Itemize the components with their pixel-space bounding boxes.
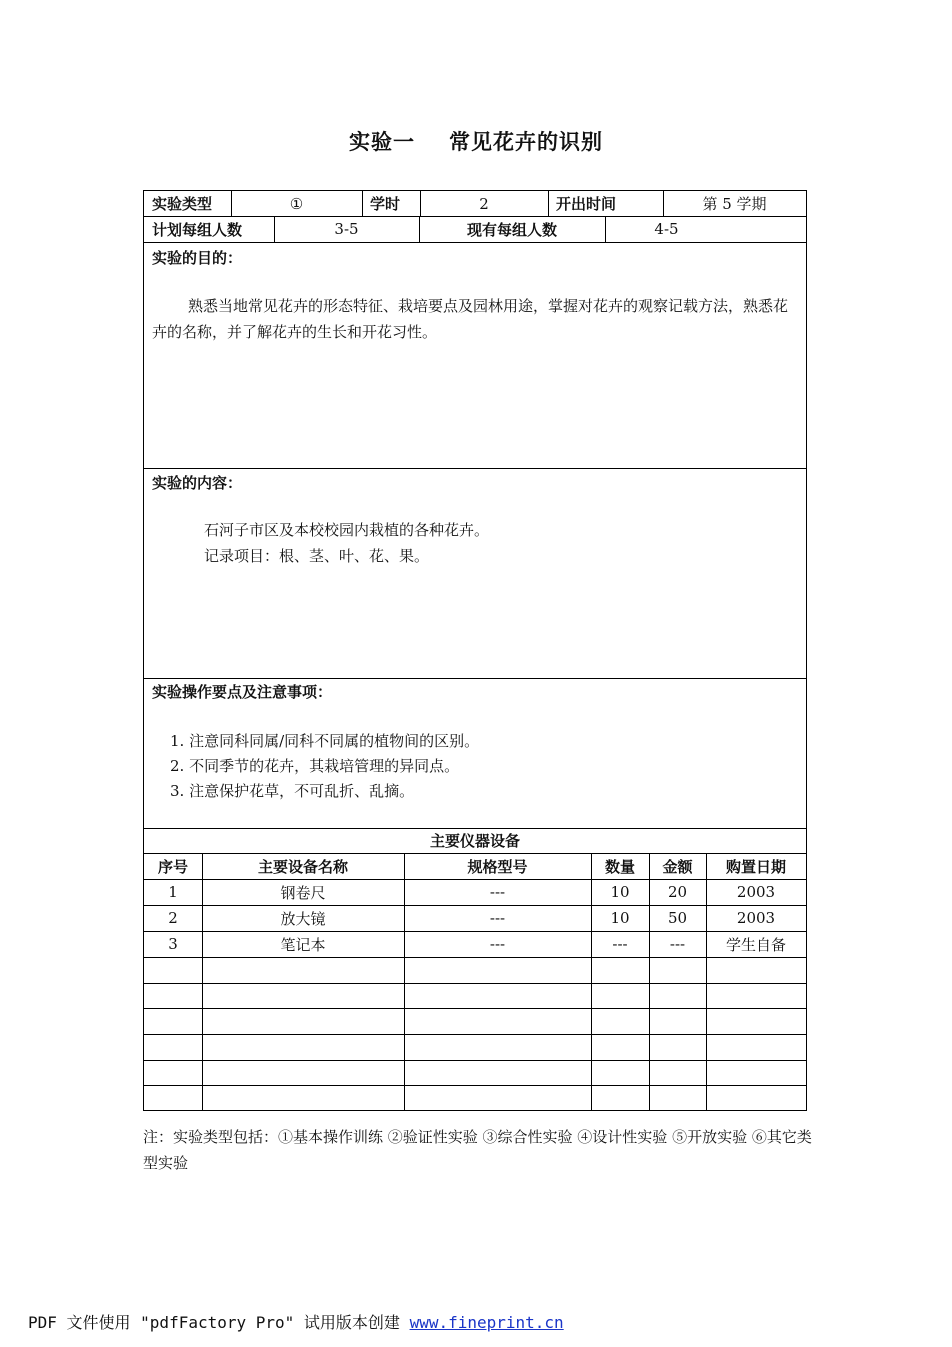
col-header-index: 序号 xyxy=(157,857,188,876)
row2-spec: --- xyxy=(489,909,506,927)
col-header-name: 主要设备名称 xyxy=(257,857,348,876)
current-group-size-label: 现有每组人数 xyxy=(466,220,557,239)
row3-spec: --- xyxy=(489,935,506,953)
current-group-size-value: 4-5 xyxy=(654,220,679,238)
row2-name: 放大镜 xyxy=(280,909,326,928)
row3-purchase-date: 学生自备 xyxy=(725,935,786,954)
col-header-spec: 规格型号 xyxy=(467,857,528,876)
row3-name: 笔记本 xyxy=(280,935,326,954)
footnote: 注：实验类型包括：①基本操作训练 ②验证性实验 ③综合性实验 ④设计性实验 ⑤开放实验 ⑥其它类型实验 xyxy=(143,1128,812,1172)
note-item-2: 2. 不同季节的花卉，其栽培管理的异同点。 xyxy=(170,757,460,775)
row3-amount: --- xyxy=(669,935,686,953)
experiment-form xyxy=(143,190,807,1111)
type-value: ① xyxy=(289,194,304,213)
pdf-footer xyxy=(28,1310,564,1333)
content-line-1: 石河子市区及本校校园内栽植的各种花卉。 xyxy=(204,521,490,539)
row3-index: 3 xyxy=(168,935,178,953)
col-header-amount: 金额 xyxy=(662,857,693,876)
title-part1: 实验一 xyxy=(349,129,415,154)
note-item-3: 3. 注意保护花草，不可乱折、乱摘。 xyxy=(170,782,415,800)
row3-quantity: --- xyxy=(612,935,628,953)
row1-purchase-date: 2003 xyxy=(736,883,776,901)
purpose-label: 实验的目的： xyxy=(152,249,243,267)
equipment-title: 主要仪器设备 xyxy=(429,832,520,850)
row1-index: 1 xyxy=(168,883,178,901)
plan-group-size-label: 计划每组人数 xyxy=(152,220,243,239)
hours-label: 学时 xyxy=(370,195,401,213)
plan-group-size-value: 3-5 xyxy=(334,220,359,238)
footer-link[interactable]: www.fineprint.cn xyxy=(409,1313,564,1332)
col-header-quantity: 数量 xyxy=(604,857,635,876)
col-header-purchase-date: 购置日期 xyxy=(725,857,786,876)
row2-purchase-date: 2003 xyxy=(736,909,776,927)
open-time-value: 第 5 学期 xyxy=(702,195,767,213)
row1-spec: --- xyxy=(489,883,506,901)
row2-amount: 50 xyxy=(667,909,688,927)
content-line-2: 记录项目：根、茎、叶、花、果。 xyxy=(204,547,430,565)
row1-amount: 20 xyxy=(667,883,688,901)
content-label: 实验的内容： xyxy=(152,474,243,492)
type-label: 实验类型 xyxy=(152,195,213,213)
row1-name: 钢卷尺 xyxy=(280,883,326,902)
footer-text: PDF 文件使用 "pdfFactory Pro" 试用版本创建 xyxy=(28,1313,410,1332)
hours-value: 2 xyxy=(479,194,489,213)
open-time-label: 开出时间 xyxy=(556,195,617,213)
row1-quantity: 10 xyxy=(610,883,630,901)
notes-label: 实验操作要点及注意事项： xyxy=(152,683,333,701)
note-item-1: 1. 注意同科同属/同科不同属的植物间的区别。 xyxy=(170,732,480,750)
row2-index: 2 xyxy=(168,909,178,927)
title-part2: 常见花卉的识别 xyxy=(449,129,603,154)
purpose-text: 熟悉当地常见花卉的形态特征、栽培要点及园林用途，掌握对花卉的观察记载方法，熟悉花卉的名称，并了解花卉的生长和开花习性。 xyxy=(152,297,789,341)
row2-quantity: 10 xyxy=(610,909,630,927)
page-title xyxy=(0,126,952,156)
